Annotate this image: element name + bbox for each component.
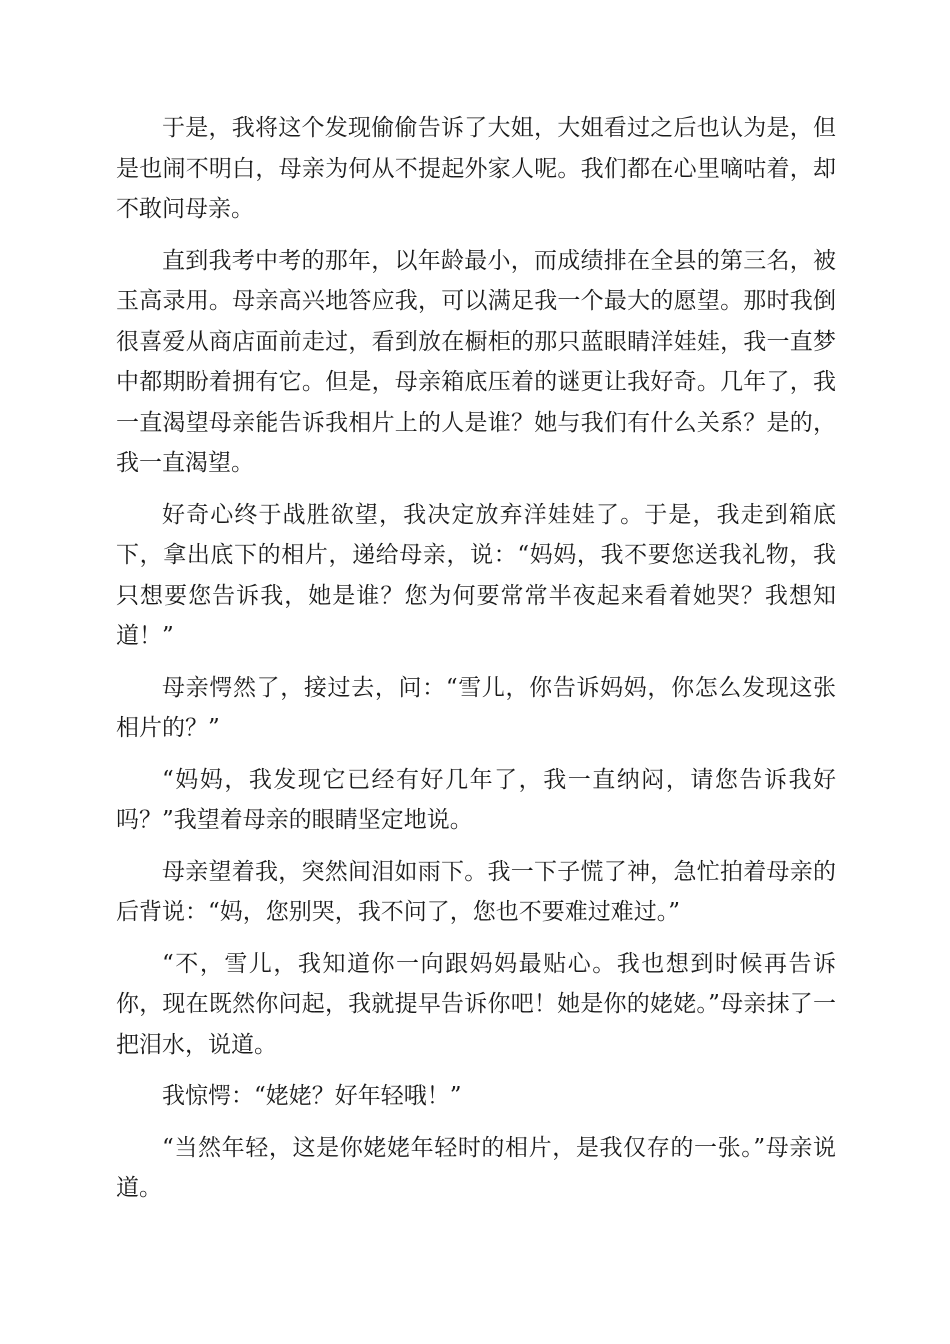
paragraph-2: 直到我考中考的那年，以年龄最小，而成绩排在全县的第三名，被玉高录用。母亲高兴地答应我，可以满足我一个最大的愿望。那时我倒很喜爱从商店面前走过，看到放在橱柜的那只蓝眼睛洋娃娃，我一直梦中都期盼着拥有它。但是，母亲箱底压着的谜更让我好奇。几年了，我一直渴望母亲能告诉我相片上的人是谁？她与我们有什么关系？是的，我一直渴望。 — [116, 247, 836, 476]
paragraph-3: 好奇心终于战胜欲望，我决定放弃洋娃娃了。于是，我走到箱底下，拿出底下的相片，递给母亲，说：“妈妈，我不要您送我礼物，我只想要您告诉我，她是谁？您为何要常常半夜起来看着她哭？我想知道！” — [116, 501, 836, 649]
document-body — [116, 108, 836, 1220]
paragraph-7: “不，雪儿，我知道你一向跟妈妈最贴心。我也想到时候再告诉你，现在既然你问起，我就提早告诉你吧！她是你的姥姥。”母亲抹了一把泪水，说道。 — [116, 950, 836, 1058]
paragraph-5: “妈妈，我发现它已经有好几年了，我一直纳闷，请您告诉我好吗？”我望着母亲的眼睛坚定地说。 — [116, 766, 836, 833]
paragraph-8: 我惊愕：“姥姥？好年轻哦！” — [162, 1083, 462, 1109]
paragraph-9: “当然年轻，这是你姥姥年轻时的相片，是我仅存的一张。”母亲说道。 — [116, 1134, 836, 1201]
paragraph-6: 母亲望着我，突然间泪如雨下。我一下子慌了神，急忙拍着母亲的后背说：“妈，您别哭，我不问了，您也不要难过难过。” — [116, 858, 836, 925]
paragraph-4: 母亲愕然了，接过去，问：“雪儿，你告诉妈妈，你怎么发现这张相片的？” — [116, 674, 836, 741]
paragraph-1: 于是，我将这个发现偷偷告诉了大姐，大姐看过之后也认为是，但是也闹不明白，母亲为何从不提起外家人呢。我们都在心里嘀咕着，却不敢问母亲。 — [116, 115, 836, 222]
